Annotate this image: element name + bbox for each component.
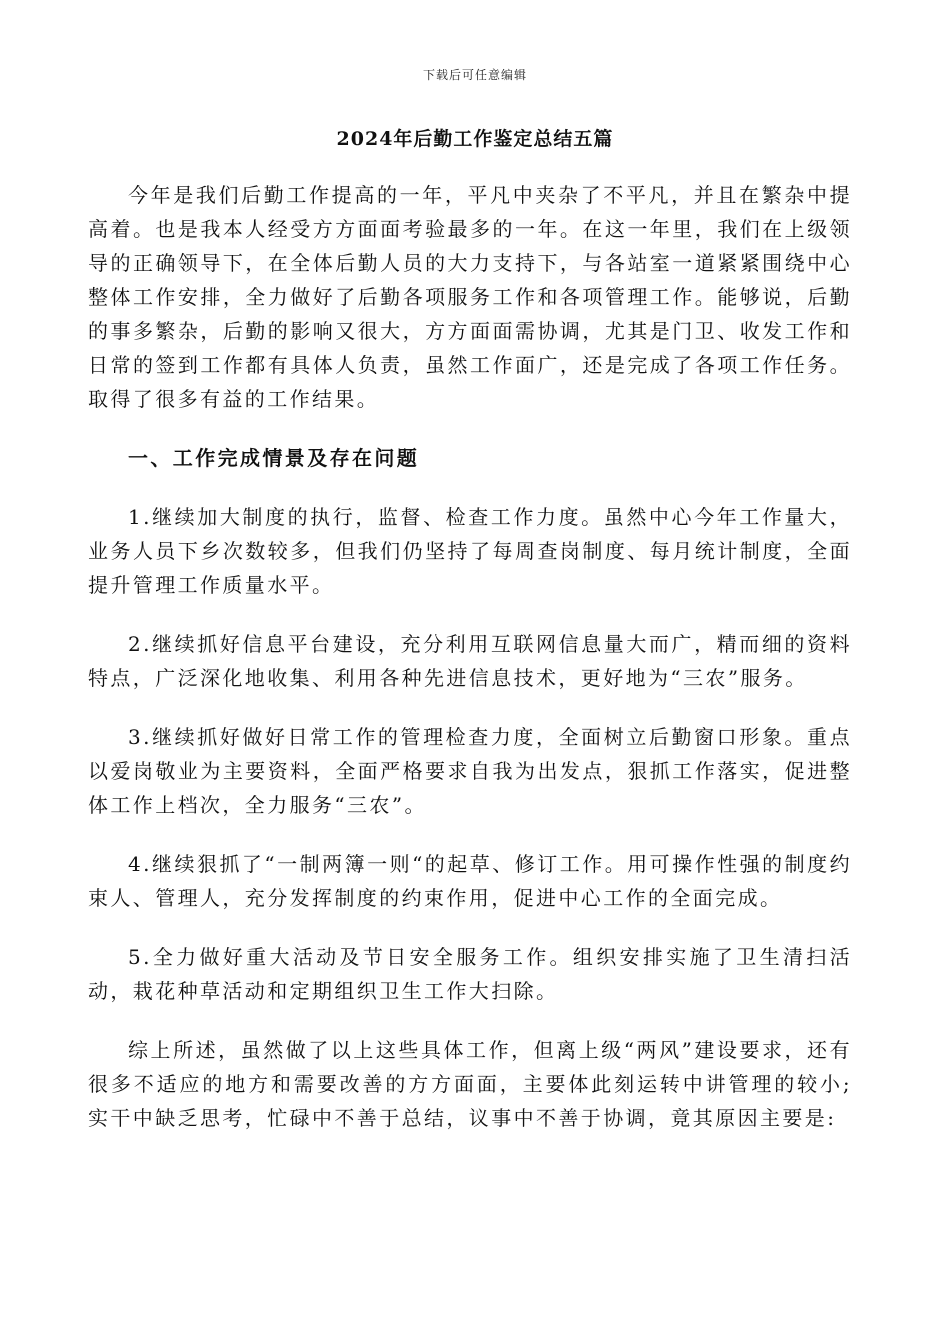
list-item: 5.全力做好重大活动及节日安全服务工作。组织安排实施了卫生清扫活动，栽花种草活动和定期组织卫生工作大扫除。 xyxy=(88,945,852,1003)
paragraph-gap xyxy=(88,416,852,441)
paragraph-gap xyxy=(88,695,852,720)
paragraph-gap xyxy=(88,1008,852,1033)
list-item: 3.继续抓好做好日常工作的管理检查力度，全面树立后勤窗口形象。重点以爱岗敬业为主要资料，全面严格要求自我为出发点，狠抓工作落实，促进整体工作上档次，全力服务“三农”。 xyxy=(88,725,852,817)
summary-paragraph: 综上所述，虽然做了以上这些具体工作，但离上级“两风”建设要求，还有很多不适应的地方和需要改善的方方面面，主要体此刻运转中讲管理的较小;实干中缺乏思考，忙碌中不善于总结，议事中不善于协调，竟其原因主要是: xyxy=(88,1038,852,1130)
section-heading: 一、工作完成情景及存在问题 xyxy=(128,446,420,470)
paragraph-gap xyxy=(88,915,852,940)
document-body xyxy=(88,178,852,1135)
document-title: 2024年后勤工作鉴定总结五篇 xyxy=(336,128,614,150)
list-item: 1.继续加大制度的执行，监督、检查工作力度。虽然中心今年工作量大，业务人员下乡次数较多，但我们仍坚持了每周查岗制度、每月统计制度，全面提升管理工作质量水平。 xyxy=(88,505,852,597)
paragraph-gap xyxy=(88,822,852,847)
list-item: 4.继续狠抓了“一制两簿一则“的起草、修订工作。用可操作性强的制度约束人、管理人，充分发挥制度的约束作用，促进中心工作的全面完成。 xyxy=(88,852,852,910)
header-note: 下载后可任意编辑 xyxy=(422,68,527,82)
paragraph-gap xyxy=(88,602,852,627)
paragraph-gap xyxy=(88,475,852,500)
intro-paragraph: 今年是我们后勤工作提高的一年，平凡中夹杂了不平凡，并且在繁杂中提高着。也是我本人经受方方面面考验最多的一年。在这一年里，我们在上级领导的正确领导下，在全体后勤人员的大力支持下，与各站室一道紧紧围绕中心整体工作安排，全力做好了后勤各项服务工作和各项管理工作。能够说，后勤的事多繁杂，后勤的影响又很大，方方面面需协调，尤其是门卫、收发工作和日常的签到工作都有具体人负责，虽然工作面广，还是完成了各项工作任务。取得了很多有益的工作结果。 xyxy=(88,183,852,411)
list-item: 2.继续抓好信息平台建设，充分利用互联网信息量大而广，精而细的资料特点，广泛深化地收集、利用各种先进信息技术，更好地为“三农”服务。 xyxy=(88,632,852,690)
